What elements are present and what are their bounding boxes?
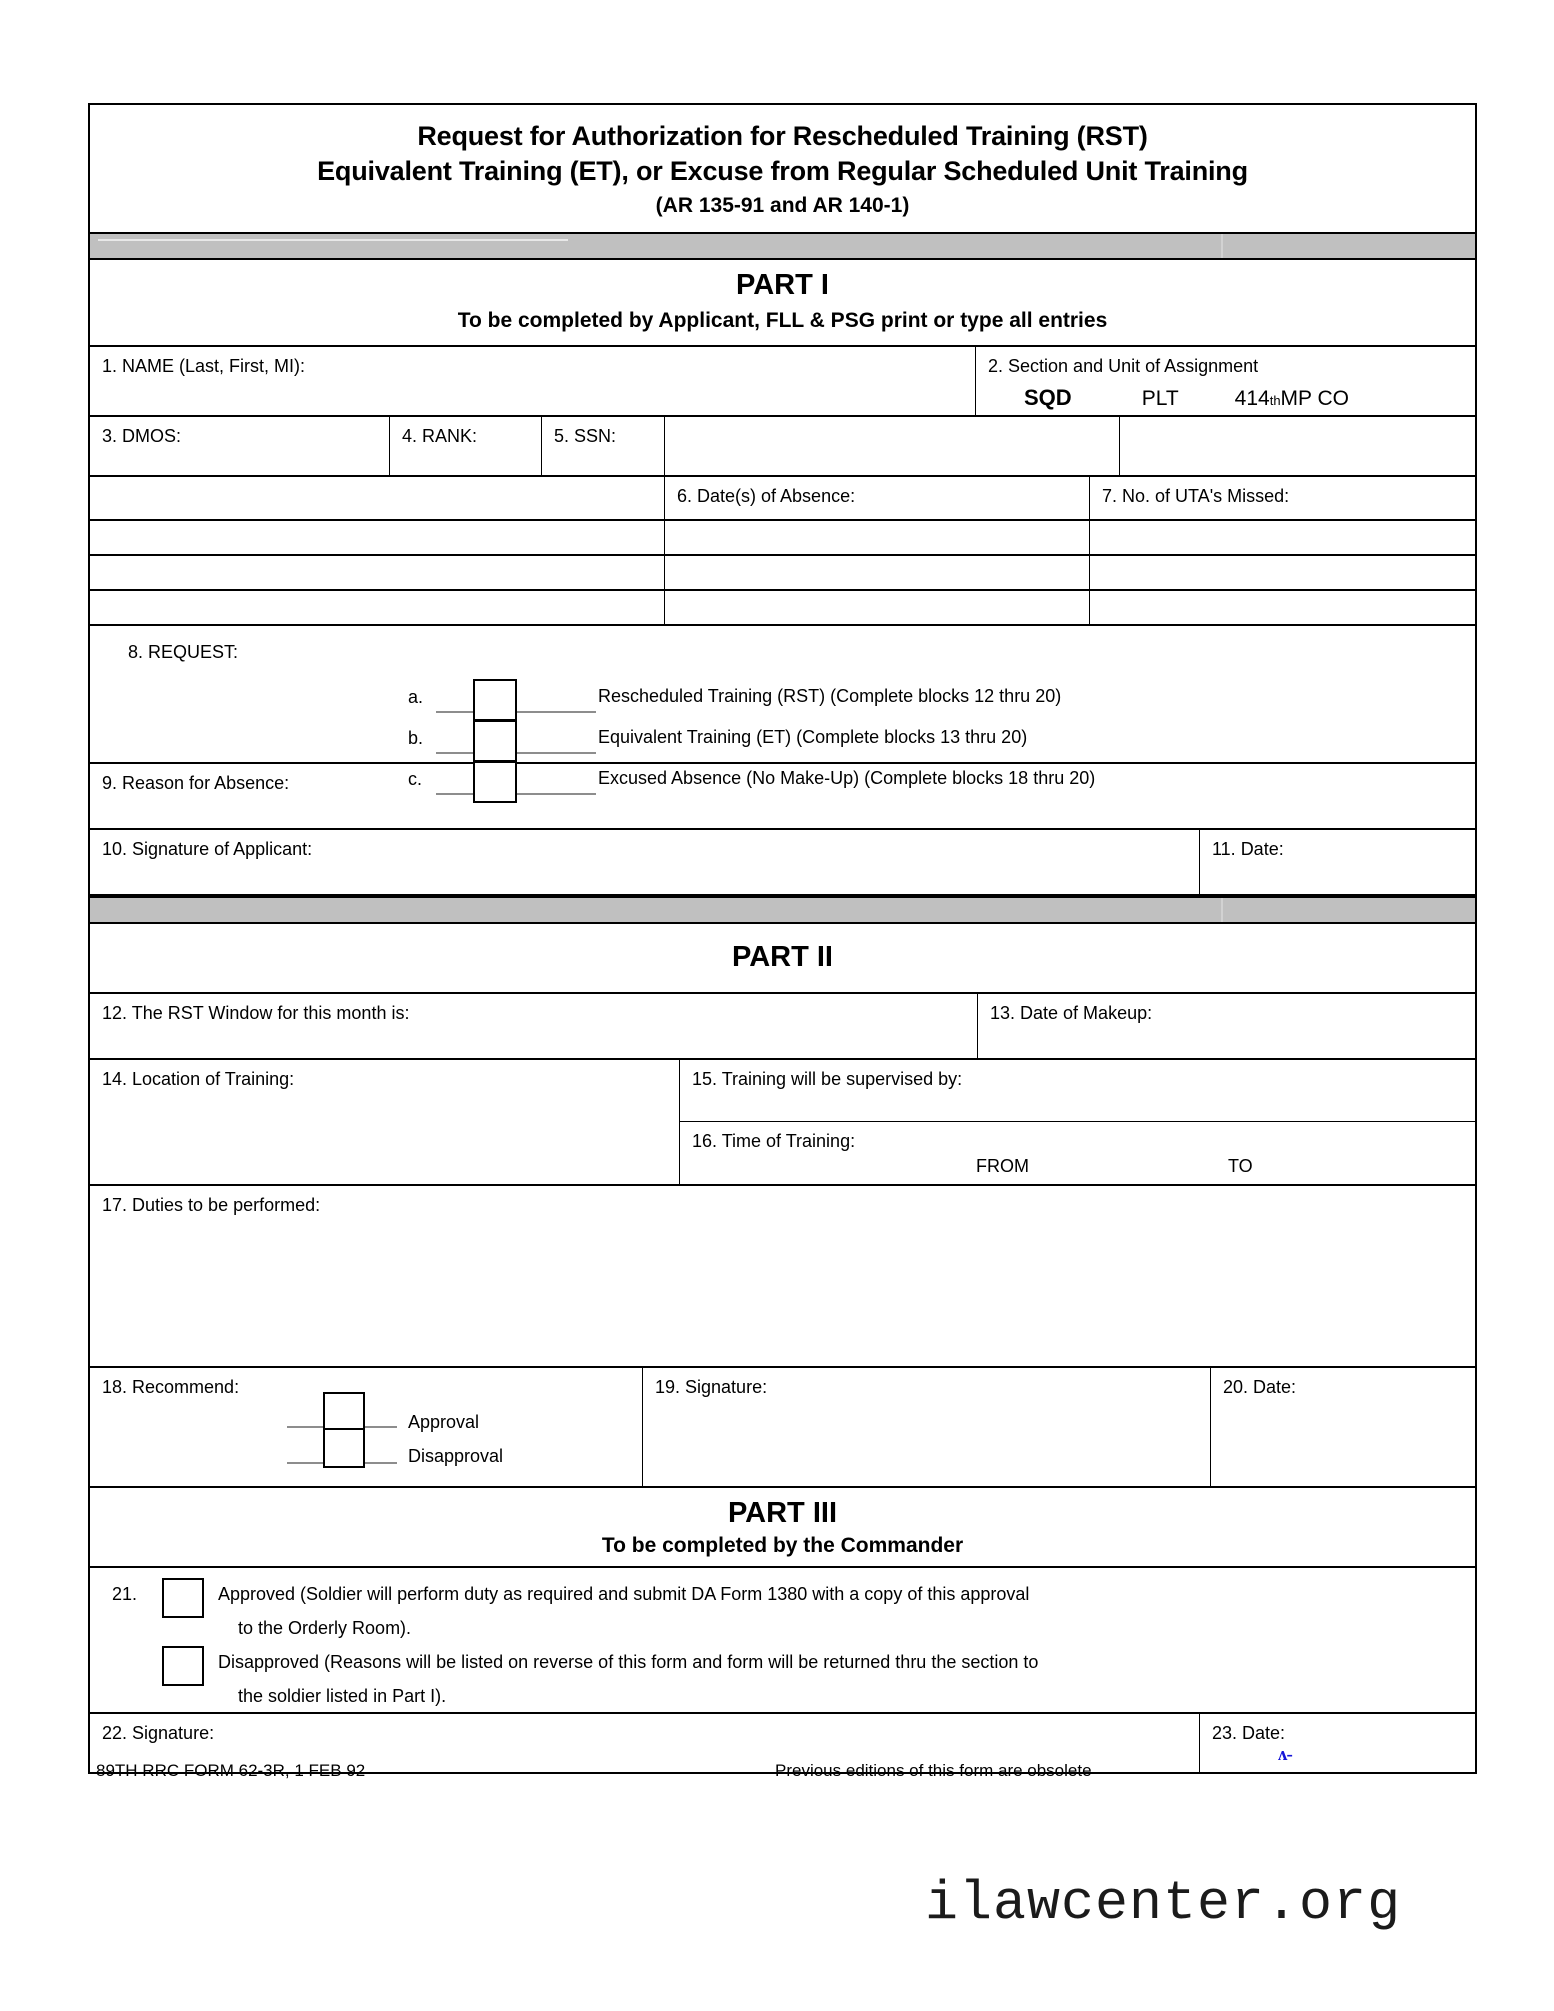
row-absence-1 <box>90 519 1475 554</box>
row-absence-headers <box>90 475 1475 519</box>
field-23-date[interactable] <box>1200 1714 1475 1772</box>
field-12-rst-window[interactable] <box>90 994 978 1058</box>
field-6-label: 6. Date(s) of Absence: <box>677 485 856 506</box>
recommend-approval-label: Approval <box>408 1411 480 1432</box>
field-2-plt: PLT <box>1141 387 1179 411</box>
part3-subheading: To be completed by the Commander <box>601 1533 964 1557</box>
field-1-name[interactable] <box>90 347 976 415</box>
row-dmos-rank-ssn <box>90 415 1475 475</box>
field-5-ssn[interactable] <box>542 417 665 475</box>
part1-header <box>90 260 1475 345</box>
field-7-uta-header <box>1090 477 1475 519</box>
part3-heading: PART III <box>727 1496 838 1529</box>
commander-disapproved-text-line-1: Disapproved (Reasons will be listed on reverse of this form and form will be returned thru the section to <box>218 1651 1039 1672</box>
commander-disapproved-checkbox[interactable] <box>162 1646 204 1686</box>
row-applicant-signature <box>90 828 1475 896</box>
part1-subheading: To be completed by Applicant, FLL & PSG print or type all entries <box>457 309 1108 333</box>
field-21-commander-decision <box>90 1566 1475 1712</box>
option-b-label: Equivalent Training (ET) (Complete blocks 13 thru 20) <box>598 726 1028 747</box>
field-16-label: 16. Time of Training: <box>692 1130 856 1151</box>
field-15-label: 15. Training will be supervised by: <box>692 1068 963 1089</box>
field-20-date[interactable] <box>1211 1368 1475 1486</box>
field-20-label: 20. Date: <box>1223 1376 1297 1397</box>
field-16-from-label: FROM <box>976 1155 1029 1176</box>
commander-disapproved-text-line-2: the soldier listed in Part I). <box>238 1685 447 1706</box>
commander-approved-text-line-1: Approved (Soldier will perform duty as required and submit DA Form 1380 with a copy of this approval <box>218 1583 1030 1604</box>
row-absence-3 <box>90 589 1475 624</box>
field-3-dmos[interactable] <box>90 417 390 475</box>
recommend-approval-checkbox[interactable] <box>323 1392 365 1432</box>
option-b-checkbox[interactable] <box>473 720 517 762</box>
form-title-line-2: Equivalent Training (ET), or Excuse from Regular Scheduled Unit Training <box>317 155 1248 186</box>
field-10-signature[interactable] <box>90 830 1200 894</box>
field-12-label: 12. The RST Window for this month is: <box>102 1002 410 1023</box>
field-7-uta-row-2[interactable] <box>1090 556 1475 589</box>
supervisor-time-stack <box>680 1060 1475 1184</box>
field-3-label: 3. DMOS: <box>102 425 182 446</box>
section-separator-bar-1 <box>90 232 1475 260</box>
recommend-rule-left-1 <box>287 1426 323 1428</box>
field-19-signature[interactable] <box>643 1368 1211 1486</box>
separator-seam <box>1221 234 1223 258</box>
recommend-rule-right-1 <box>361 1426 397 1428</box>
absence-row-3-left <box>90 591 665 624</box>
row-dmos-spacer <box>665 417 1475 475</box>
option-a-checkbox[interactable] <box>473 679 517 721</box>
field-15-supervisor[interactable] <box>680 1060 1475 1122</box>
row-location-supervisor-time <box>90 1058 1475 1184</box>
field-8-label: 8. REQUEST: <box>128 641 239 662</box>
option-a-letter: a. <box>408 686 424 707</box>
field-2-section-unit[interactable] <box>976 347 1475 415</box>
absence-row-1-left <box>90 521 665 554</box>
footer-note: Previous editions of this form are obsolete <box>775 1761 1092 1780</box>
part2-header <box>90 924 1475 992</box>
absence-row-2-left <box>90 556 665 589</box>
field-7-uta-row-3[interactable] <box>1090 591 1475 624</box>
field-9-reason[interactable] <box>90 764 1475 828</box>
field-2-unit-number: 414 <box>1234 387 1270 411</box>
field-11-date[interactable] <box>1200 830 1475 894</box>
field-14-location[interactable] <box>90 1060 680 1184</box>
field-6-date-row-2[interactable] <box>665 556 1090 589</box>
separator-hairline <box>98 239 568 241</box>
field-4-rank[interactable] <box>390 417 542 475</box>
form-title-block <box>90 105 1475 232</box>
field-1-label: 1. NAME (Last, First, MI): <box>102 355 306 376</box>
date-annotation-mark: ʌ- <box>1278 1743 1292 1765</box>
field-17-label: 17. Duties to be performed: <box>102 1194 321 1215</box>
field-2-unit-line: SQD PLT 414 th MP CO <box>1024 385 1350 411</box>
field-23-label: 23. Date: <box>1212 1722 1286 1743</box>
field-13-label: 13. Date of Makeup: <box>990 1002 1153 1023</box>
option-a-label: Rescheduled Training (RST) (Complete blocks 12 thru 20) <box>598 685 1062 706</box>
rst-form <box>88 103 1477 1774</box>
field-6-dates-header <box>665 477 1090 519</box>
option-b-letter: b. <box>408 727 424 748</box>
row-duties <box>90 1184 1475 1366</box>
option-c-label: Excused Absence (No Make-Up) (Complete blocks 18 thru 20) <box>598 767 1096 788</box>
field-21-number: 21. <box>112 1583 138 1604</box>
field-18-label: 18. Recommend: <box>102 1376 240 1397</box>
field-2-sqd: SQD <box>1024 385 1072 411</box>
commander-approved-checkbox[interactable] <box>162 1578 204 1618</box>
row-recommend <box>90 1366 1475 1486</box>
field-16-time[interactable] <box>680 1122 1475 1184</box>
site-watermark: ilawcenter.org <box>925 1872 1402 1935</box>
field-8-option-b[interactable] <box>408 718 1475 759</box>
field-10-label: 10. Signature of Applicant: <box>102 838 313 859</box>
field-18-recommend <box>90 1368 643 1486</box>
field-5-label: 5. SSN: <box>554 425 617 446</box>
part1-heading: PART I <box>736 268 829 301</box>
field-17-duties[interactable] <box>90 1186 1475 1366</box>
field-2-unit-rest: MP CO <box>1280 387 1350 411</box>
field-4-label: 4. RANK: <box>402 425 478 446</box>
field-7-uta-row-1[interactable] <box>1090 521 1475 554</box>
row-reason <box>90 762 1475 828</box>
field-11-label: 11. Date: <box>1212 838 1284 859</box>
field-13-makeup-date[interactable] <box>978 994 1475 1058</box>
recommend-disapproval-label: Disapproval <box>408 1445 504 1466</box>
recommend-rule-right-2 <box>361 1462 397 1464</box>
recommend-rule-left-2 <box>287 1462 323 1464</box>
commander-approved-text-line-2: to the Orderly Room). <box>238 1617 412 1638</box>
part2-heading: PART II <box>732 940 833 973</box>
field-14-label: 14. Location of Training: <box>102 1068 295 1089</box>
field-6-date-row-1[interactable] <box>665 521 1090 554</box>
field-8-option-a[interactable] <box>408 677 1475 718</box>
separator-seam-2 <box>1221 898 1223 922</box>
row-rst-window <box>90 992 1475 1058</box>
option-c-letter: c. <box>408 768 423 789</box>
form-title-reference: (AR 135-91 and AR 140-1) <box>655 194 910 218</box>
field-6-date-row-3[interactable] <box>665 591 1090 624</box>
field-2-label: 2. Section and Unit of Assignment <box>988 355 1259 376</box>
recommend-disapproval-checkbox[interactable] <box>323 1428 365 1468</box>
part3-header <box>90 1486 1475 1566</box>
field-19-label: 19. Signature: <box>655 1376 768 1397</box>
field-22-label: 22. Signature: <box>102 1722 215 1743</box>
row-dmos-divider <box>1119 417 1121 476</box>
form-title-line-1: Request for Authorization for Rescheduled Training (RST) <box>417 121 1148 151</box>
field-9-label: 9. Reason for Absence: <box>102 772 290 793</box>
row-name-unit <box>90 345 1475 415</box>
field-3-value-cell[interactable] <box>90 477 665 519</box>
field-7-label: 7. No. of UTA's Missed: <box>1102 485 1290 506</box>
field-16-to-label: TO <box>1228 1155 1253 1176</box>
recommend-checkbox-group <box>287 1392 397 1464</box>
row-absence-2 <box>90 554 1475 589</box>
section-separator-bar-2 <box>90 896 1475 924</box>
footer-form-id: 89TH RRC FORM 62-3R, 1 FEB 92 <box>96 1761 366 1780</box>
